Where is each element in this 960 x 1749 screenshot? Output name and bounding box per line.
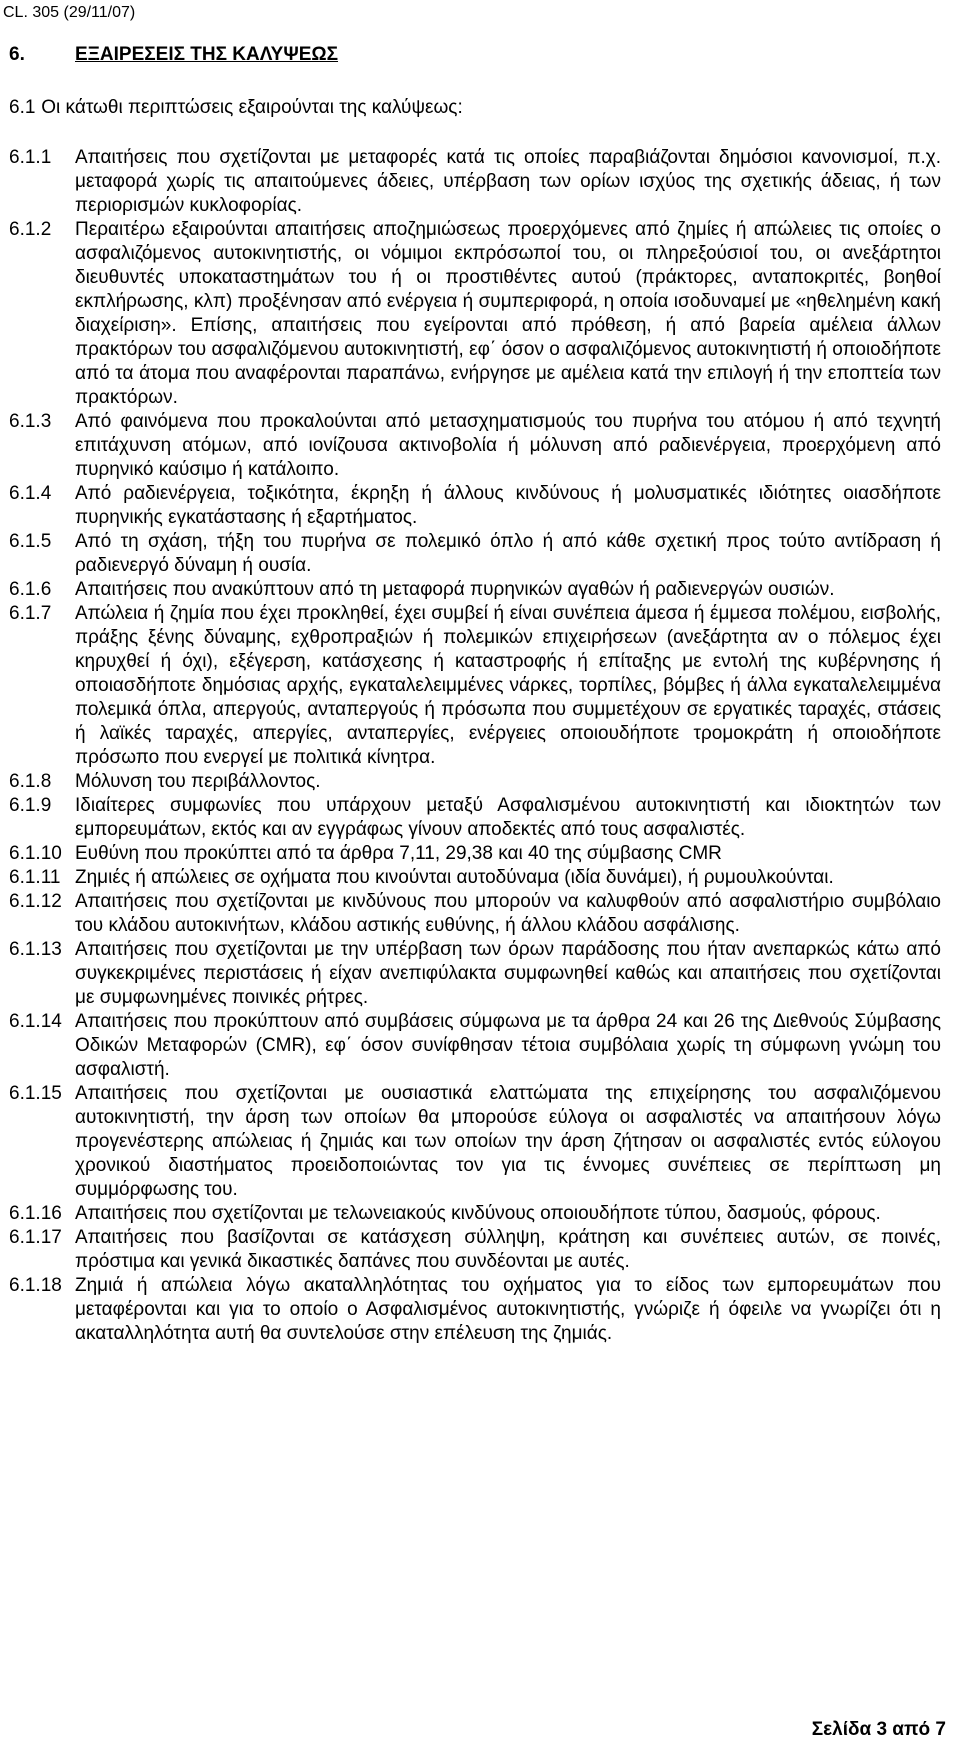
item-number: 6.1.2 xyxy=(9,219,52,240)
page-number-footer: Σελίδα 3 από 7 xyxy=(811,1719,946,1740)
item-text: Από φαινόμενα που προκαλούνται από μετασχηματισμούς του πυρήνα του ατόμου ή από τεχνητή επιτάχυνση ατόμων, από ιονίζουσα ακτινοβολία ή μόλυνση από ραδιενέργεια, προερχόμενη από πυρηνικό καύσιμο ή κατάλοιπο. xyxy=(75,411,941,480)
item-text: Ευθύνη που προκύπτει από τα άρθρα 7,11, 29,38 και 40 της σύμβασης CMR xyxy=(75,843,722,864)
item-number: 6.1.9 xyxy=(9,795,52,816)
list-item xyxy=(9,794,941,842)
item-text: Περαιτέρω εξαιρούνται απαιτήσεις αποζημιώσεως προερχόμενες από ζημίες ή απώλειες τις οποίες ο ασφαλιζόμενος αυτοκινητιστής, οι νόμιμοι εκπρόσωποί του, οι πληρεξούσιοί του, οι ανεξάρτητοι διευθυντές υποκαταστημάτων του ή οι προστιθέντες αυτού (πράκτορες, ανταποκριτές, βοηθοί εκπλήρωσης, κλπ) προξένησαν από ενέργεια ή συμπεριφορά, η οποία ισοδυναμεί με «ηθελημένη κακή διαχείριση». Επίσης, απαιτήσεις που εγείρονται από πρόθεση, ή από βαρεία αμέλεια άλλων πρακτόρων του ασφαλιζόμενου αυτοκινητιστή, εφ΄ όσον ο ασφαλιζόμενος αυτοκινητιστή ή οποιοδήποτε από τα άτομα που αναφέρονται παραπάνω, ενήργησε με αμέλεια κατά την επιλογή ή την εποπτεία των πρακτόρων. xyxy=(75,219,941,408)
item-number: 6.1.14 xyxy=(9,1011,62,1032)
item-text: Απαιτήσεις που προκύπτουν από συμβάσεις σύμφωνα με τα άρθρα 24 και 26 της Διεθνούς Σύμβασης Οδικών Μεταφορών (CMR), εφ΄ όσον συνίφθησαν τέτοια συμβόλαια χωρίς τη σύμφωνη γνώμη του ασφαλιστή. xyxy=(75,1011,941,1080)
item-number: 6.1.15 xyxy=(9,1083,62,1104)
list-item xyxy=(9,1202,941,1226)
section-title xyxy=(9,44,338,66)
intro-text: Οι κάτωθι περιπτώσεις εξαιρούνται της καλύψεως: xyxy=(41,97,463,118)
exclusions-list xyxy=(9,146,941,1346)
item-number: 6.1.3 xyxy=(9,411,52,432)
item-text: Μόλυνση του περιβάλλοντος. xyxy=(75,771,321,792)
intro-paragraph xyxy=(9,97,463,119)
document-header: CL. 305 (29/11/07) xyxy=(3,4,136,21)
list-item xyxy=(9,482,941,530)
list-item xyxy=(9,1226,941,1274)
list-item xyxy=(9,890,941,938)
item-text: Από ραδιενέργεια, τοξικότητα, έκρηξη ή άλλους κινδύνους ή μολυσματικές ιδιότητες οιασδήποτε πυρηνικής εγκατάστασης ή εξαρτήματος. xyxy=(75,483,941,528)
item-text: Απαιτήσεις που σχετίζονται με μεταφορές κατά τις οποίες παραβιάζονται δημόσιοι κανονισμοί, π.χ. μεταφορά χωρίς τις απαιτούμενες άδειες, υπέρβαση των ορίων ισχύος της σχετικής άδειας, ή των περιορισμών κυκλοφορίας. xyxy=(75,147,941,216)
list-item xyxy=(9,1010,941,1082)
section-title-text: ΕΞΑΙΡΕΣΕΙΣ ΤΗΣ ΚΑΛΥΨΕΩΣ xyxy=(75,44,339,65)
item-text: Απαιτήσεις που ανακύπτουν από τη μεταφορά πυρηνικών αγαθών ή ραδιενεργών ουσιών. xyxy=(75,579,835,600)
section-number: 6. xyxy=(9,44,25,65)
item-number: 6.1.6 xyxy=(9,579,52,600)
item-number: 6.1.16 xyxy=(9,1203,62,1224)
item-number: 6.1.1 xyxy=(9,147,52,168)
intro-number: 6.1 xyxy=(9,97,36,118)
item-number: 6.1.13 xyxy=(9,939,62,960)
list-item xyxy=(9,602,941,770)
item-text: Απαιτήσεις που σχετίζονται με ουσιαστικά ελαττώματα της επιχείρησης του ασφαλιζόμενου αυτοκινητιστή, την άρση των οποίων θα μπορούσε εύλογα οι ασφαλιστές να απαιτήσουν λόγω προγενέστερης απώλειας ή ζημιάς και των οποίων την άρση ζήτησαν οι ασφαλιστές εντός εύλογου χρονικού διαστήματος προειδοποιώντας τον για τις έννομες συνέπειες σε περίπτωση μη συμμόρφωσης του. xyxy=(75,1083,941,1200)
list-item xyxy=(9,218,941,410)
item-number: 6.1.17 xyxy=(9,1227,62,1248)
list-item xyxy=(9,146,941,218)
item-number: 6.1.11 xyxy=(9,867,61,888)
item-text: Από τη σχάση, τήξη του πυρήνα σε πολεμικό όπλο ή από κάθε σχετική προς τούτο αντίδραση ή ραδιενεργό δύναμη ή ουσία. xyxy=(75,531,941,576)
list-item xyxy=(9,530,941,578)
item-number: 6.1.8 xyxy=(9,771,52,792)
item-text: Απαιτήσεις που σχετίζονται με τελωνειακούς κινδύνους οποιουδήποτε τύπου, δασμούς, φόρους. xyxy=(75,1203,881,1224)
list-item xyxy=(9,770,941,794)
list-item xyxy=(9,842,941,866)
item-number: 6.1.5 xyxy=(9,531,52,552)
item-number: 6.1.18 xyxy=(9,1275,62,1296)
list-item xyxy=(9,1274,941,1346)
list-item xyxy=(9,1082,941,1202)
item-text: Απαιτήσεις που σχετίζονται με την υπέρβαση των όρων παράδοσης που ήταν ανεπαρκώς κάτω από συγκεκριμένες περιστάσεις ή είχαν ανεπιφύλακτα συμφωνηθεί καθώς και απαιτήσεις που σχετίζονται με συμφωνημένες ποινικές ρήτρες. xyxy=(75,939,941,1008)
item-text: Απαιτήσεις που σχετίζονται με κινδύνους που μπορούν να καλυφθούν από ασφαλιστήριο συμβόλαιο του κλάδου αυτοκινήτων, κλάδου αστικής ευθύνης, ή άλλου κλάδου ασφάλισης. xyxy=(75,891,941,936)
item-text: Ζημιά ή απώλεια λόγω ακαταλληλότητας του οχήματος για το είδος των εμπορευμάτων που μεταφέρονται και για το οποίο ο Ασφαλισμένος αυτοκινητιστής, γνώριζε ή όφειλε να γνωρίζει ότι η ακαταλληλότητα αυτή θα συντελούσε στην επέλευση της ζημιάς. xyxy=(75,1275,941,1344)
list-item xyxy=(9,866,941,890)
item-number: 6.1.10 xyxy=(9,843,62,864)
item-text: Απώλεια ή ζημία που έχει προκληθεί, έχει συμβεί ή είναι συνέπεια άμεσα ή έμμεσα πολέμου, εισβολής, πράξης ξένης δύναμης, εχθροπραξιών ή πολεμικών επιχειρήσεων (ανεξάρτητα αν ο πόλεμος έχει κηρυχθεί ή όχι), εξέγερση, κατάσχεσης ή καταστροφής ή επίταξης με εντολή της κυβέρνησης ή οποιασδήποτε δημόσιας αρχής, εγκαταλελειμμένες νάρκες, τορπίλες, βόμβες ή άλλα εγκαταλελειμμένα πολεμικά όπλα, απεργούς, ανταπεργούς ή πρόσωπα που συμμετέχουν σε εργατικές ταραχές, στάσεις ή λαϊκές ταραχές, απεργίες, ανταπεργίες, ενέργειες οποιουδήποτε τρομοκράτη ή οποιοδήποτε πρόσωπο που ενεργεί με πολιτικά κίνητρα. xyxy=(75,603,941,768)
item-text: Απαιτήσεις που βασίζονται σε κατάσχεση σύλληψη, κράτηση και συνέπειες αυτών, σε ποινές, πρόστιμα και γενικά δικαστικές δαπάνες που συνδέονται με αυτές. xyxy=(75,1227,941,1272)
item-number: 6.1.4 xyxy=(9,483,52,504)
list-item xyxy=(9,410,941,482)
item-text: Ιδιαίτερες συμφωνίες που υπάρχουν μεταξύ Ασφαλισμένου αυτοκινητιστή και ιδιοκτητών των εμπορευμάτων, εκτός και αν εγγράφως γίνουν αποδεκτές από τους ασφαλιστές. xyxy=(75,795,941,840)
item-number: 6.1.7 xyxy=(9,603,52,624)
item-number: 6.1.12 xyxy=(9,891,62,912)
list-item xyxy=(9,938,941,1010)
list-item xyxy=(9,578,941,602)
item-text: Ζημιές ή απώλειες σε οχήματα που κινούνται αυτοδύναμα (ιδία δυνάμει), ή ρυμουλκούνται. xyxy=(75,867,834,888)
